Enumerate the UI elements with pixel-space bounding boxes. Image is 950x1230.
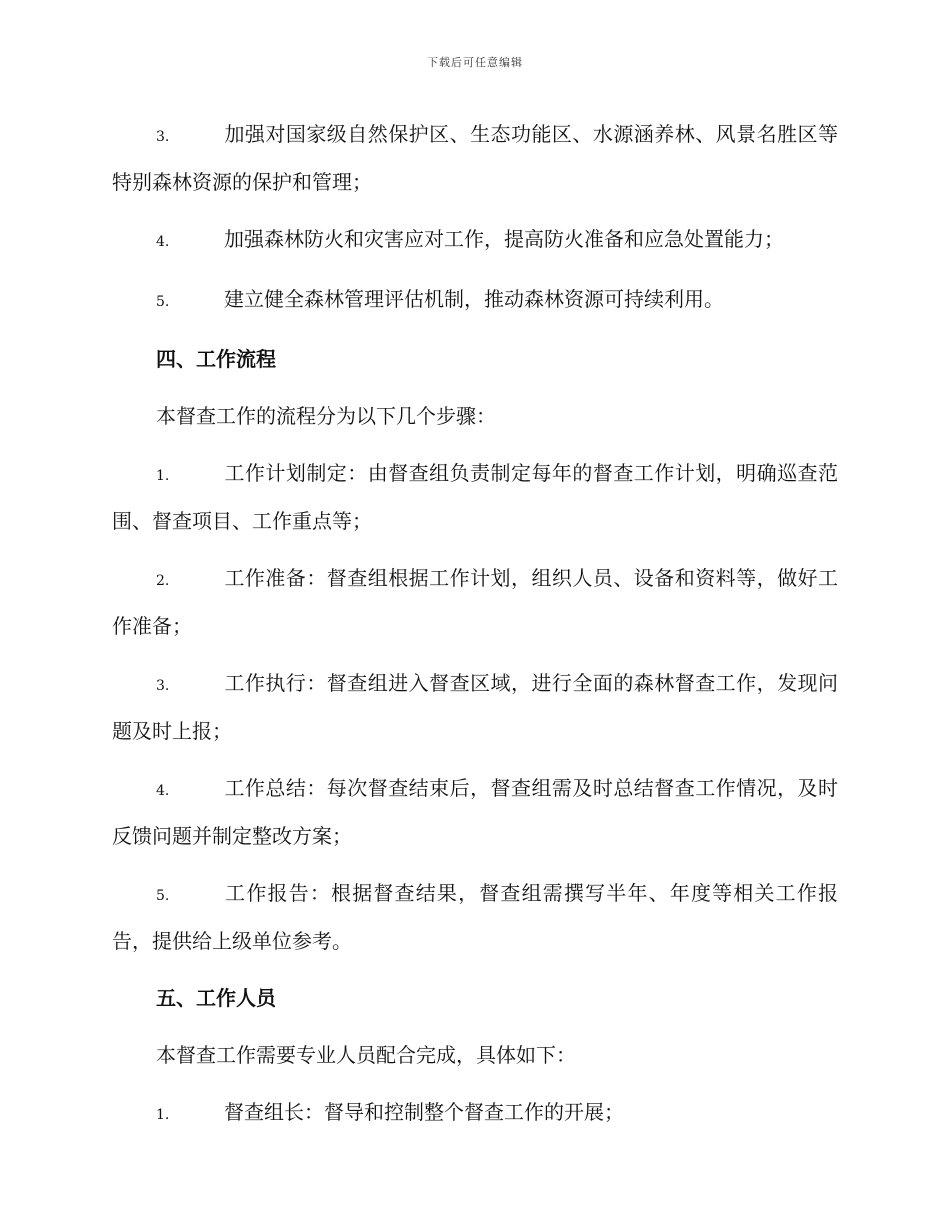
section-intro-paragraph: 本督查工作的流程分为以下几个步骤：: [156, 404, 496, 428]
list-item: [112, 661, 838, 754]
section-heading-workflow: 四、工作流程: [156, 347, 276, 371]
document-body: [112, 112, 838, 1150]
list-text: 工作报告：根据督查结果，督查组需撰写半年、年度等相关工作报告，提供给上级单位参考。: [112, 881, 838, 953]
list-text: 加强对国家级自然保护区、生态功能区、水源涵养林、风景名胜区等特别森林资源的保护和管理；: [112, 122, 838, 194]
list-item: [112, 277, 838, 325]
list-text: 工作准备：督查组根据工作计划，组织人员、设备和资料等，做好工作准备；: [112, 566, 838, 638]
list-item: [112, 556, 838, 649]
list-item: [112, 871, 838, 964]
list-item: [112, 1090, 838, 1138]
section-heading-staff: 五、工作人员: [156, 986, 276, 1010]
list-number: 2.: [156, 573, 170, 589]
list-text: 加强森林防火和灾害应对工作，提高防火准备和应急处置能力；: [224, 227, 784, 251]
list-number: 3.: [156, 129, 170, 145]
list-number: 3.: [156, 678, 170, 694]
list-text: 工作计划制定：由督查组负责制定每年的督查工作计划，明确巡查范围、督查项目、工作重点等；: [112, 461, 838, 533]
list-item: [112, 217, 838, 265]
list-text: 建立健全森林管理评估机制，推动森林资源可持续利用。: [224, 287, 724, 311]
list-text: 督查组长：督导和控制整个督查工作的开展；: [224, 1100, 624, 1124]
list-item: [112, 766, 838, 859]
list-text: 工作总结：每次督查结束后，督查组需及时总结督查工作情况，及时反馈问题并制定整改方案；: [112, 776, 838, 848]
page-header: 下载后可任意编辑: [427, 56, 523, 69]
list-item: [112, 112, 838, 205]
section-intro-paragraph: 本督查工作需要专业人员配合完成，具体如下：: [156, 1043, 576, 1067]
list-number: 1.: [156, 468, 170, 484]
list-number: 4.: [156, 783, 170, 799]
list-text: 工作执行：督查组进入督查区域，进行全面的森林督查工作，发现问题及时上报；: [112, 671, 838, 743]
list-number: 5.: [156, 888, 170, 904]
list-number: 5.: [156, 294, 170, 310]
list-number: 4.: [156, 234, 170, 250]
list-item: [112, 451, 838, 544]
list-number: 1.: [156, 1107, 170, 1123]
